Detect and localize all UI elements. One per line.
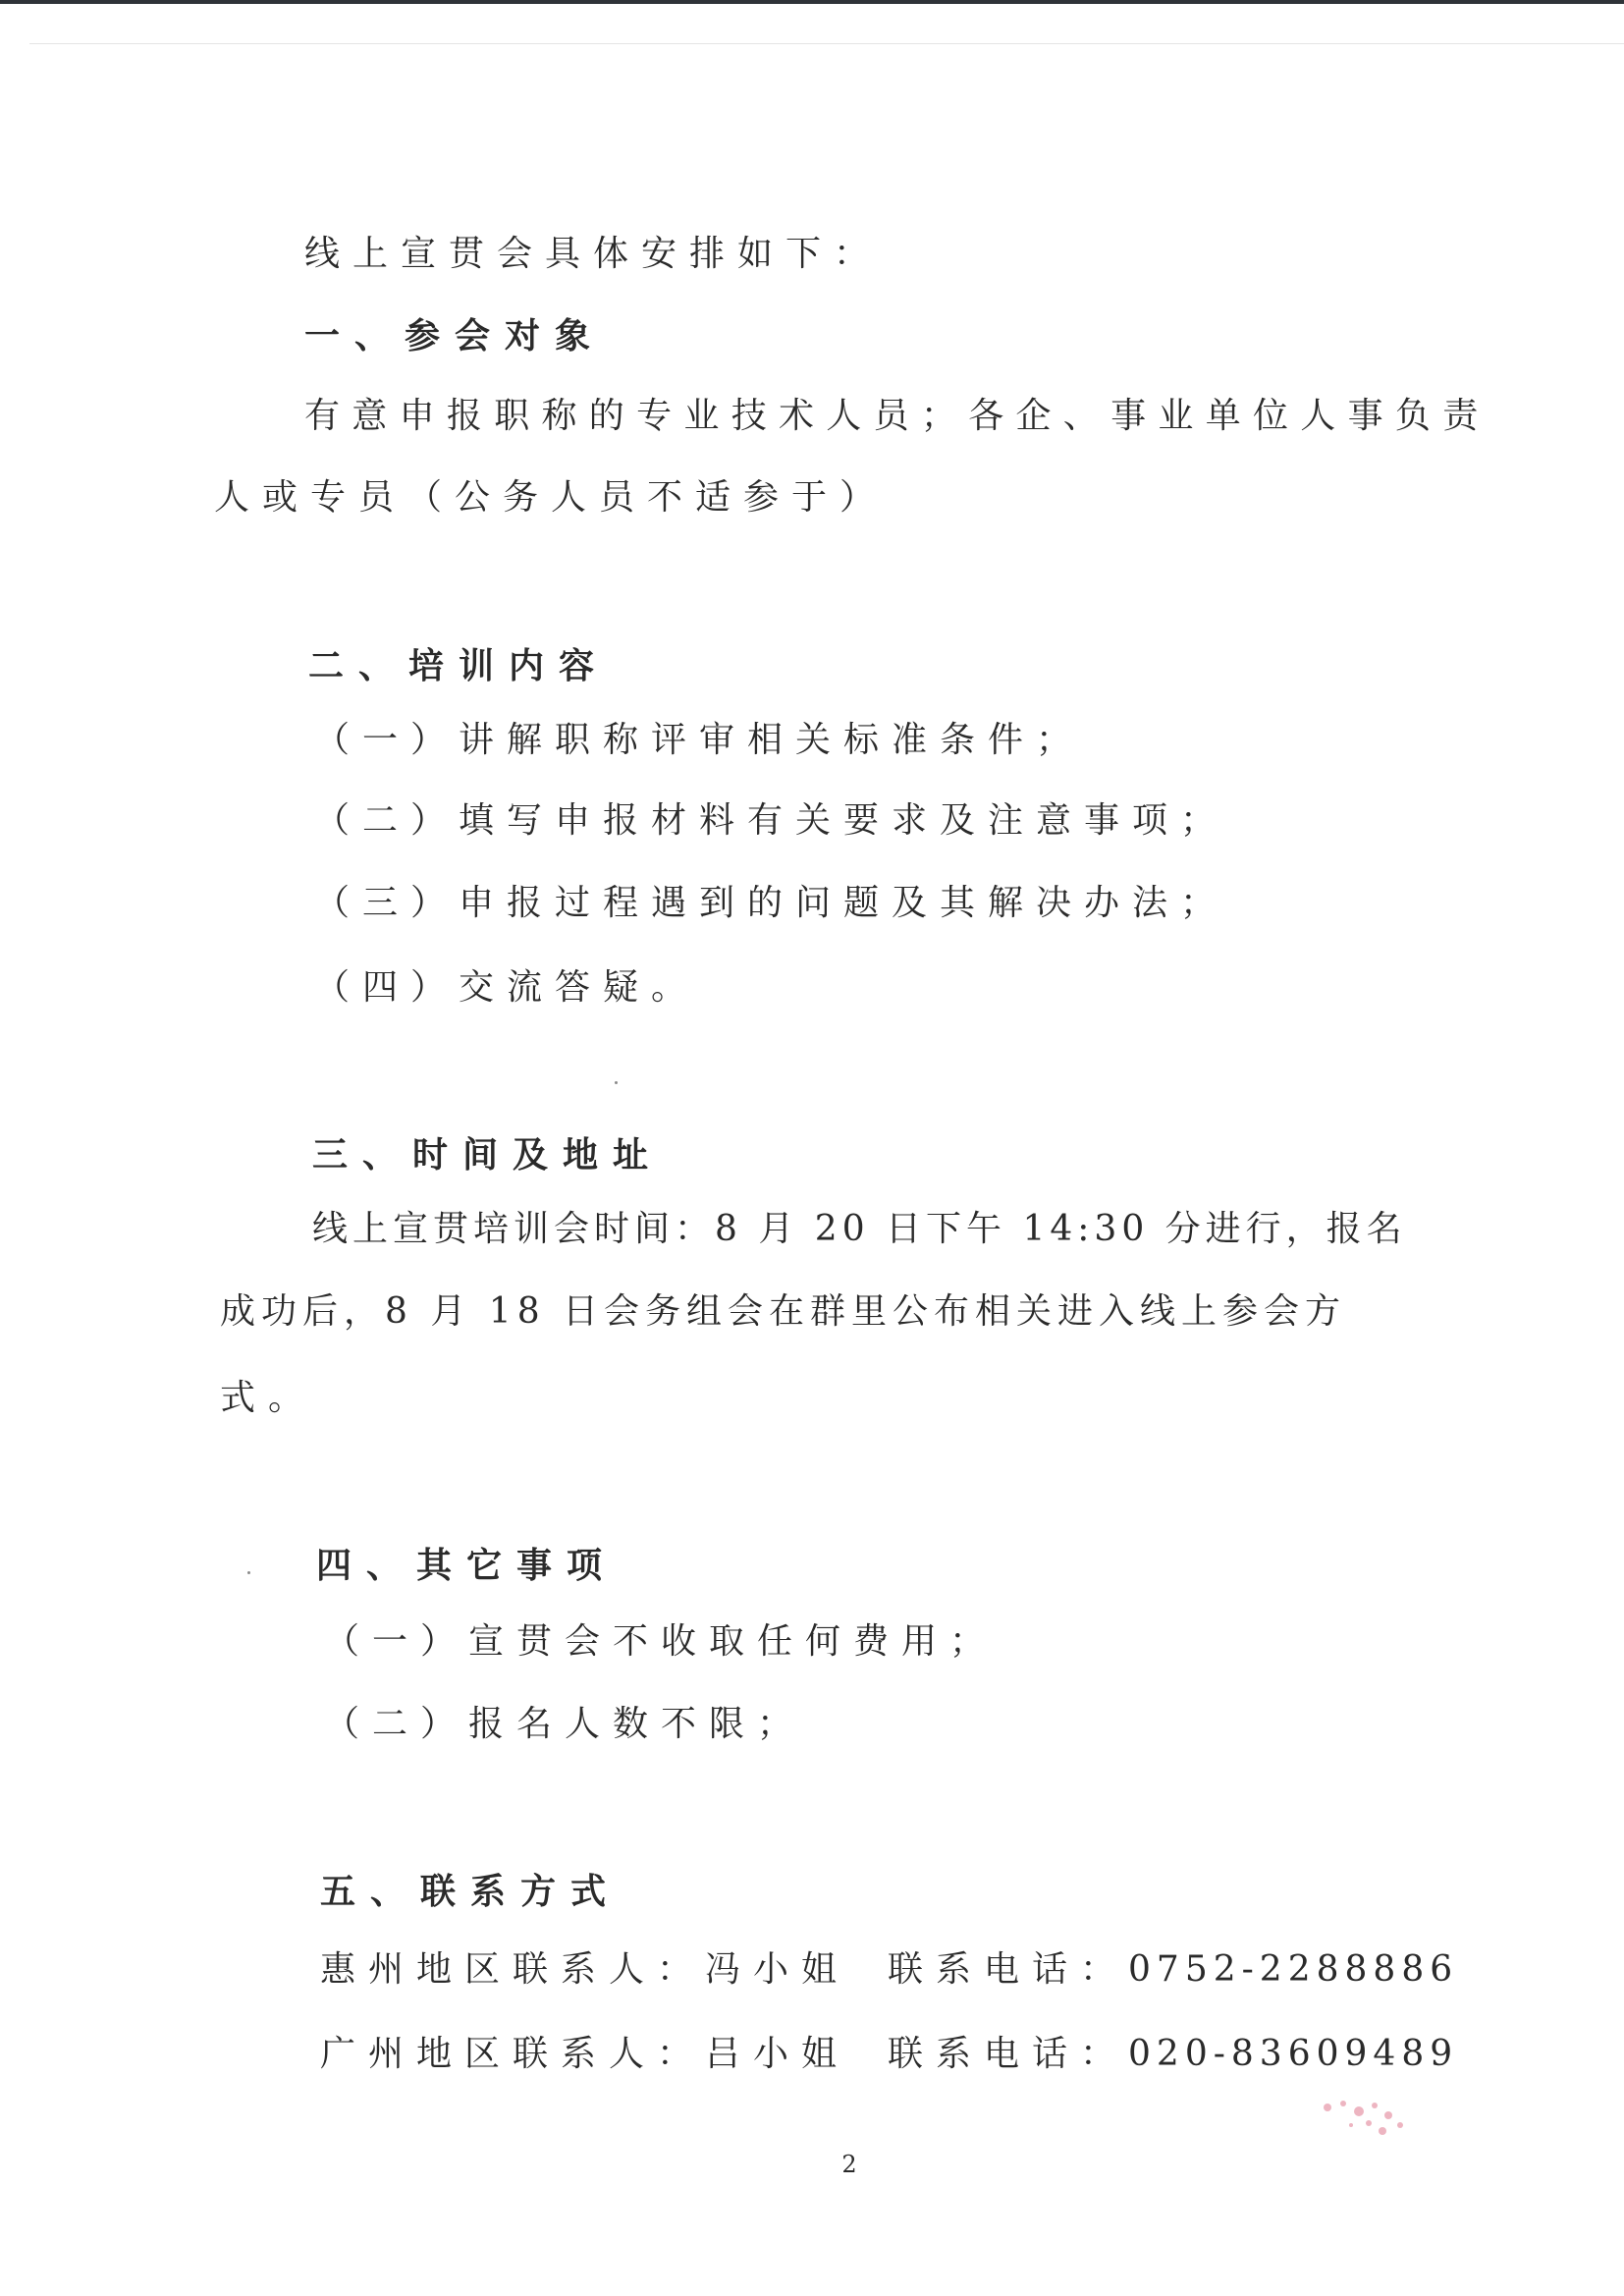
- scan-speck: [615, 1081, 618, 1084]
- section-4-heading: 四、其它事项: [316, 1545, 618, 1586]
- section-2-item-4: （四）交流答疑。: [314, 967, 700, 1008]
- section-2-item-2: （二）填写申报材料有关要求及注意事项；: [314, 800, 1229, 841]
- phone-label: 联系电话：: [888, 2034, 1129, 2074]
- contact-name: 惠州地区联系人：冯小姐: [320, 1949, 850, 1990]
- section-3-line-1: 线上宣贯培训会时间：8 月 20 日下午 14:30 分进行，报名: [312, 1209, 1407, 1249]
- section-3-heading: 三、时间及地址: [312, 1134, 664, 1175]
- section-3-line-2: 成功后，8 月 18 日会务组会在群里公布相关进入线上参会方: [220, 1291, 1347, 1332]
- phone-number: 0752-2288886: [1128, 1949, 1459, 1990]
- phone-label: 联系电话：: [888, 1949, 1129, 1990]
- scan-top-edge: [0, 0, 1624, 4]
- section-2-heading: 二、培训内容: [308, 645, 610, 686]
- section-1-line-1: 有意申报职称的专业技术人员；各企、事业单位人事负责: [304, 396, 1490, 436]
- page-number: 2: [841, 2151, 857, 2178]
- scan-speck: [247, 1571, 250, 1574]
- scan-border-line: [29, 43, 1624, 44]
- contact-phone-block: [888, 1946, 1458, 1994]
- contact-name: 广州地区联系人：吕小姐: [320, 2034, 850, 2074]
- section-2-item-3: （三）申报过程遇到的问题及其解决办法；: [314, 883, 1229, 923]
- section-4-item-2: （二）报名人数不限；: [324, 1704, 806, 1744]
- section-3-line-3: 式。: [220, 1378, 317, 1418]
- contact-row: [320, 1946, 849, 1994]
- section-2-item-1: （一）讲解职称评审相关标准条件；: [314, 720, 1085, 760]
- intro-text: 线上宣贯会具体安排如下：: [304, 234, 883, 274]
- section-5-heading: 五、联系方式: [320, 1871, 622, 1912]
- section-1-line-2: 人或专员（公务人员不适参于）: [214, 477, 889, 518]
- section-4-item-1: （一）宣贯会不收取任何费用；: [324, 1621, 999, 1662]
- stamp-mark: [1314, 2090, 1408, 2139]
- contact-row: [320, 2031, 849, 2078]
- section-1-heading: 一、参会对象: [304, 315, 606, 356]
- contact-phone-block: [888, 2031, 1458, 2078]
- phone-number: 020-83609489: [1128, 2034, 1459, 2074]
